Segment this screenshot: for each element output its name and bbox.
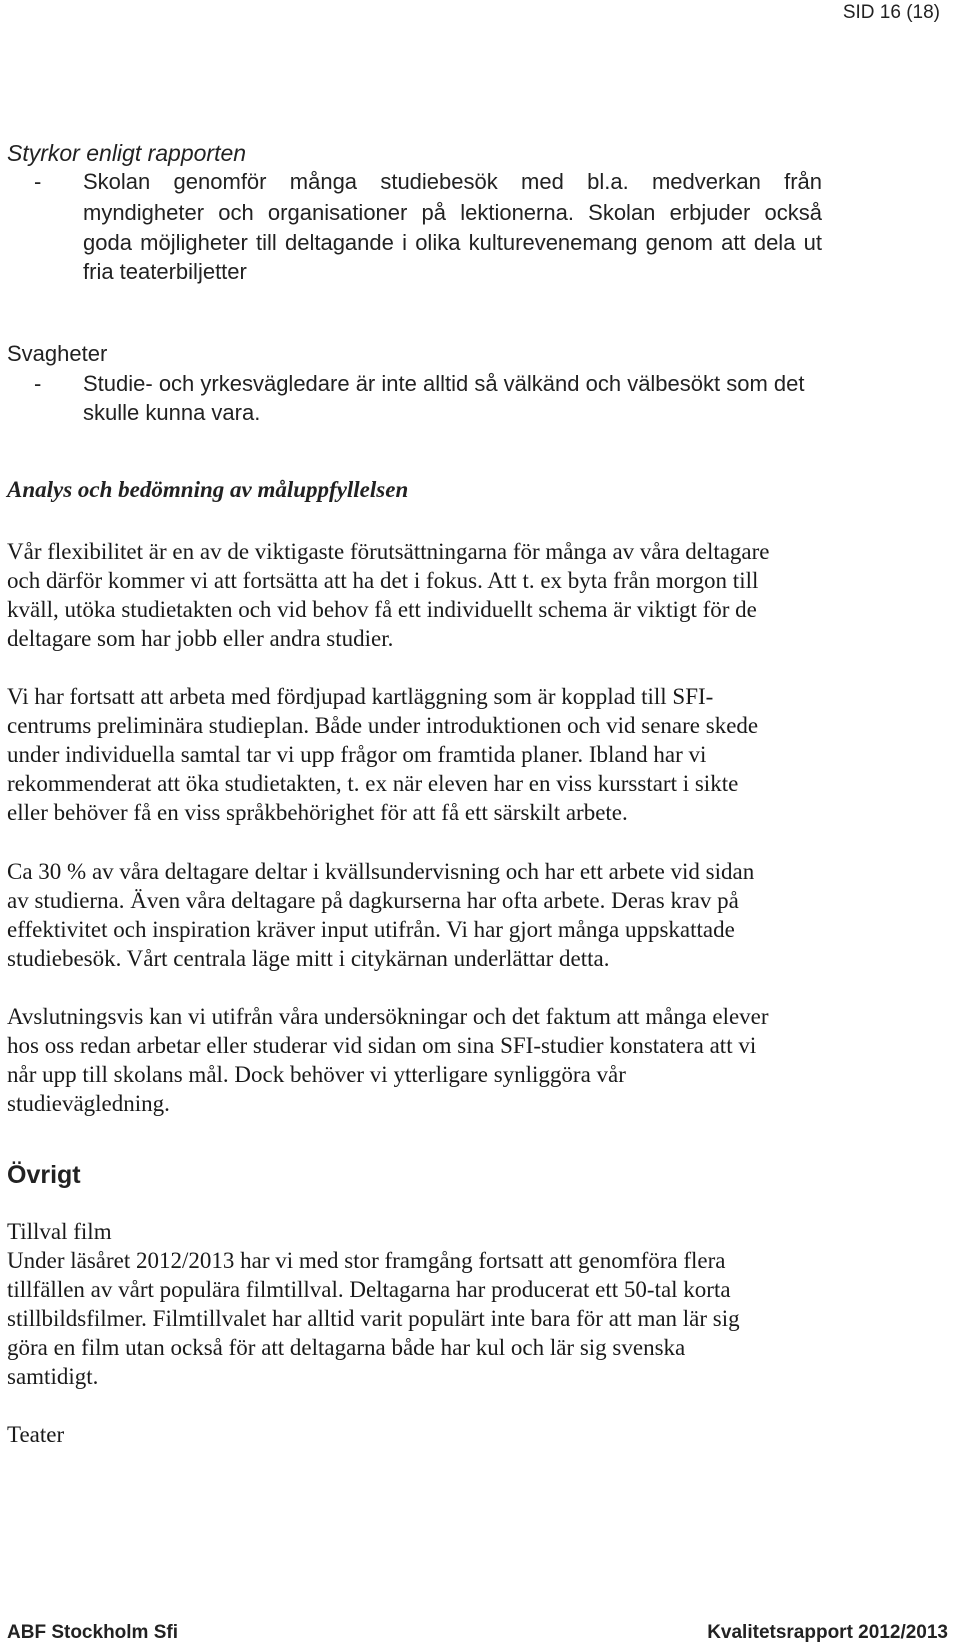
analys-p2-line-2: centrums preliminära studieplan. Både under introduktionen och vid senare skede bbox=[7, 713, 759, 738]
analys-p1-line-2: och därför kommer vi att fortsätta att ha det i fokus. Att t. ex byta från morgon till bbox=[7, 568, 759, 593]
tillval-line-5: samtidigt. bbox=[7, 1364, 99, 1389]
styrkor-heading: Styrkor enligt rapporten bbox=[7, 140, 247, 166]
tillval-line-2: tillfällen av vårt populära filmtillval. Deltagarna har producerat ett 50-tal korta bbox=[7, 1277, 731, 1302]
tillval-line-3: stillbildsfilmer. Filmtillvalet har alltid varit populärt inte bara för att man lär sig bbox=[7, 1306, 740, 1331]
styrkor-bullet-line-1: Skolan genomför många studiebesök med bl.a. medverkan från bbox=[83, 169, 822, 194]
styrkor-bullet-line-2: myndigheter och organisationer på lektionerna. Skolan erbjuder också bbox=[83, 200, 822, 225]
footer-organization: ABF Stockholm Sfi bbox=[7, 1622, 179, 1643]
analys-p3-line-4: studiebesök. Vårt centrala läge mitt i citykärnan underlättar detta. bbox=[7, 946, 610, 971]
analys-p4-line-2: hos oss redan arbetar eller studerar vid sidan om sina SFI-studier konstatera att vi bbox=[7, 1033, 757, 1058]
svagheter-bullet-marker: - bbox=[34, 371, 42, 396]
footer-report-title: Kvalitetsrapport 2012/2013 bbox=[707, 1622, 948, 1643]
tillval-line-4: göra en film utan också för att deltagarna både har kul och lär sig svenska bbox=[7, 1335, 686, 1360]
analys-p1-line-4: deltagare som har jobb eller andra studier. bbox=[7, 626, 394, 651]
analys-p2-line-4: rekommenderat att öka studietakten, t. ex när eleven har en viss kursstart i sikte bbox=[7, 771, 739, 796]
svagheter-heading: Svagheter bbox=[7, 341, 108, 366]
styrkor-bullet-line-3: goda möjligheter till deltagande i olika kulturevenemang genom att dela ut bbox=[83, 230, 822, 255]
analys-p4-line-3: når upp till skolans mål. Dock behöver vi ytterligare synliggöra vår bbox=[7, 1062, 626, 1087]
svagheter-bullet-line-2: skulle kunna vara. bbox=[83, 400, 261, 425]
styrkor-bullet-line-4: fria teaterbiljetter bbox=[83, 259, 247, 284]
styrkor-bullet-marker: - bbox=[34, 169, 42, 194]
analys-p3-line-2: av studierna. Även våra deltagare på dagkurserna har ofta arbete. Deras krav på bbox=[7, 888, 739, 913]
analys-p1-line-1: Vår flexibilitet är en av de viktigaste förutsättningarna för många av våra deltagare bbox=[7, 539, 770, 564]
analys-p1-line-3: kväll, utöka studietakten och vid behov få ett individuellt schema är viktigt för de bbox=[7, 597, 757, 622]
analys-p2-line-5: eller behöver få en viss språkbehörighet för att få ett särskilt arbete. bbox=[7, 800, 628, 825]
page-number: SID 16 (18) bbox=[842, 2, 940, 23]
analys-p3-line-3: effektivitet och inspiration kräver input utifrån. Vi har gjort många uppskattade bbox=[7, 917, 735, 942]
ovrigt-heading: Övrigt bbox=[7, 1161, 81, 1189]
analys-heading: Analys och bedömning av måluppfyllelsen bbox=[7, 477, 409, 502]
analys-p2-line-3: under individuella samtal tar vi upp frågor om framtida planer. Ibland har vi bbox=[7, 742, 707, 767]
tillval-line-1: Under läsåret 2012/2013 har vi med stor framgång fortsatt att genomföra flera bbox=[7, 1248, 726, 1273]
svagheter-bullet-line-1: Studie- och yrkesvägledare är inte alltid så välkänd och välbesökt som det bbox=[83, 371, 805, 396]
analys-p3-line-1: Ca 30 % av våra deltagare deltar i kvällsundervisning och har ett arbete vid sidan bbox=[7, 859, 755, 884]
teater-heading: Teater bbox=[7, 1422, 65, 1447]
analys-p4-line-1: Avslutningsvis kan vi utifrån våra undersökningar och det faktum att många elever bbox=[7, 1004, 769, 1029]
tillval-film-heading: Tillval film bbox=[7, 1219, 112, 1244]
analys-p4-line-4: studievägledning. bbox=[7, 1091, 170, 1116]
analys-p2-line-1: Vi har fortsatt att arbeta med fördjupad kartläggning som är kopplad till SFI- bbox=[7, 684, 714, 709]
